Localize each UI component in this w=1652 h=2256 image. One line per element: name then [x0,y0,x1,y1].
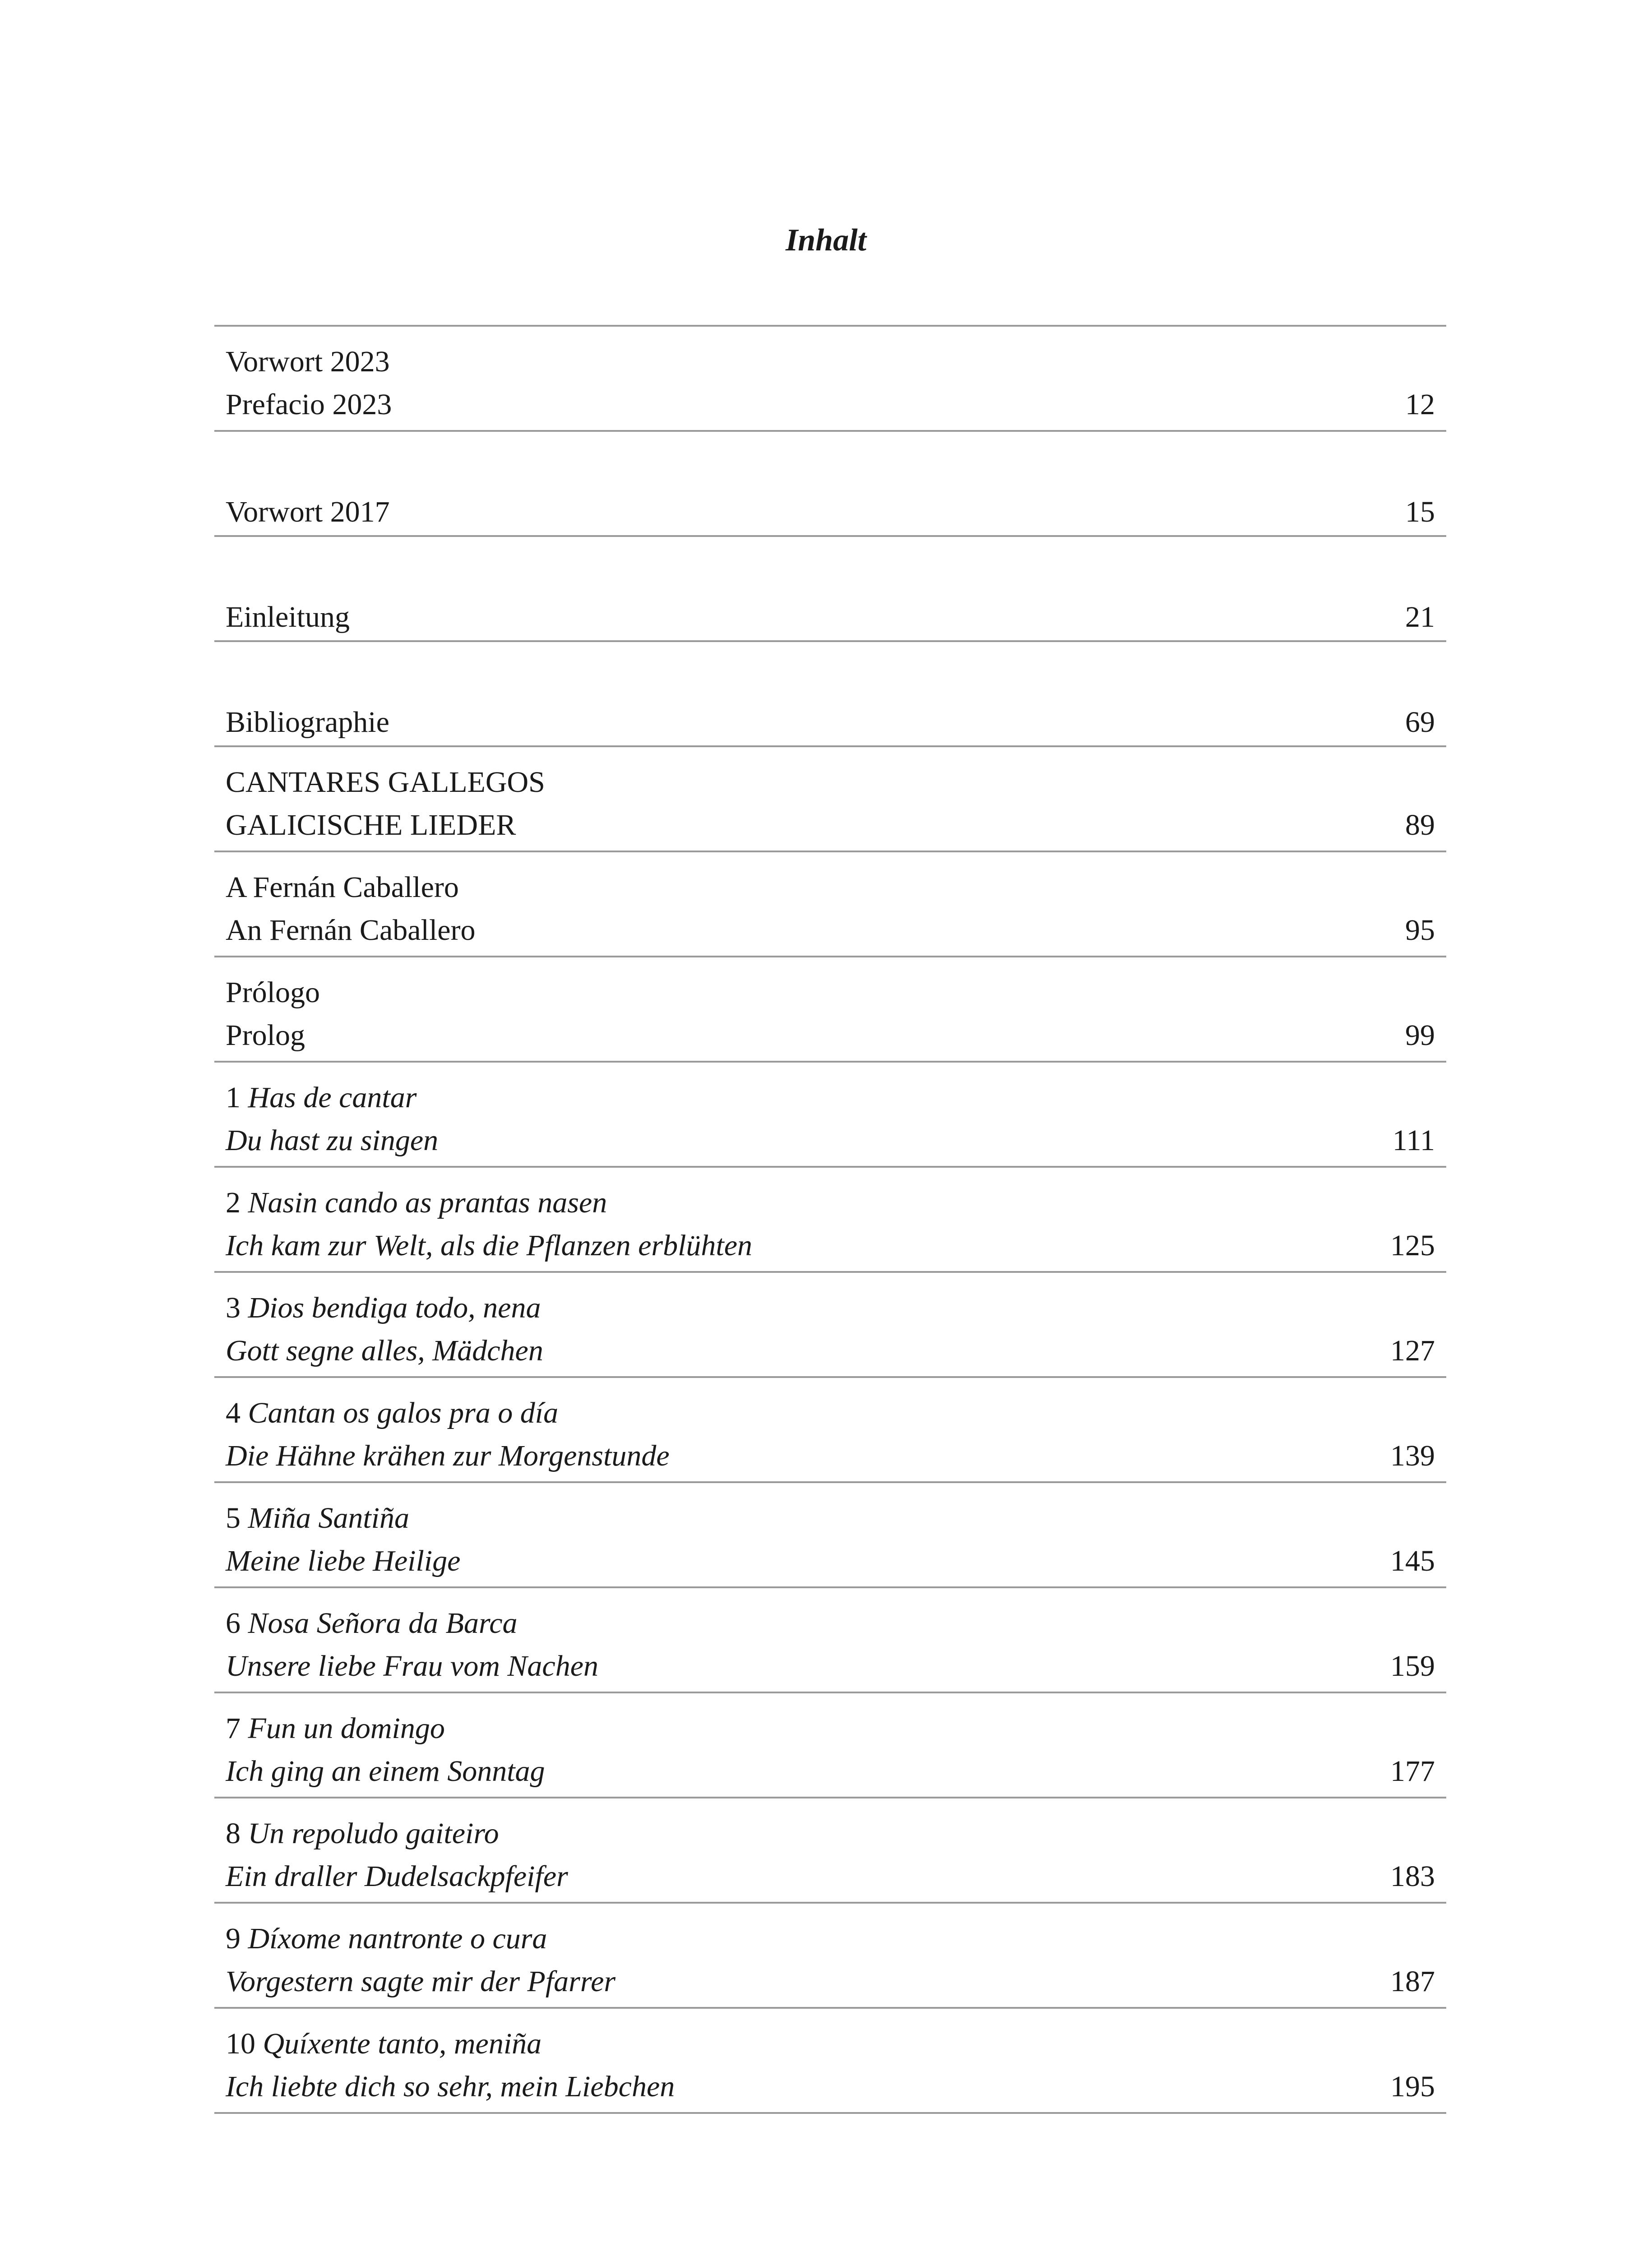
toc-entry-page-number: 127 [1390,1334,1435,1367]
toc-entry-translated-title: Ich ging an einem Sonntag [226,1755,545,1788]
toc-entry-original-title: Vorwort 2023 [226,345,390,378]
toc-entry [214,327,1446,432]
toc-entry-title [226,866,459,909]
toc-entry-page-number: 183 [1390,1860,1435,1893]
toc-entry [214,1904,1446,2009]
toc-entry [214,1273,1446,1378]
toc-entry-page-number: 111 [1392,1124,1435,1157]
toc-entry-original-title: Dios bendiga todo, nena [248,1291,541,1324]
toc-entry-translated-title: Einleitung [226,601,350,633]
toc-entry-number: 2 [226,1186,241,1219]
toc-entry [214,852,1446,957]
toc-entry-original-title: CANTARES GALLEGOS [226,766,545,799]
toc-entry-page-number: 89 [1405,809,1435,841]
toc-entry [214,957,1446,1063]
toc-entry-title [226,971,320,1014]
toc-entry-translated-title: Die Hähne krähen zur Morgenstunde [226,1439,670,1472]
toc-entry-page-number: 21 [1405,601,1435,633]
toc-entry-page-number: 69 [1405,706,1435,739]
toc-entry-translated-title: Du hast zu singen [226,1124,439,1157]
toc-entry-translated-title: Vorwort 2017 [226,495,390,528]
toc-entry [214,1483,1446,1588]
toc-entry-number: 6 [226,1607,241,1640]
toc-entry-translated-title: Prefacio 2023 [226,388,392,421]
toc-entry-translated-title: GALICISCHE LIEDER [226,809,516,841]
toc-entry-original-title: Nosa Señora da Barca [248,1607,518,1640]
toc-entry-original-title: Díxome nantronte o cura [248,1922,547,1955]
toc-entry-page-number: 195 [1390,2070,1435,2103]
toc-entry-title [226,1392,558,1434]
toc-entry-original-title: Un repoludo gaiteiro [248,1817,499,1850]
toc-entry [214,1588,1446,1693]
toc-entry-page-number: 177 [1390,1755,1435,1788]
toc-entry [214,1378,1446,1483]
toc-entry-title [226,761,545,804]
toc-entry-number: 10 [226,2027,255,2060]
toc-entry-title [226,1286,541,1329]
toc-entry-original-title: Prólogo [226,976,320,1009]
toc-entry [214,1693,1446,1798]
toc-entry-translated-title: Meine liebe Heilige [226,1544,461,1577]
toc-entry-number: 5 [226,1502,241,1535]
toc-entry [214,747,1446,852]
toc-entry-original-title: Nasin cando as prantas nasen [248,1186,607,1219]
toc-entry [214,537,1446,642]
toc-entry-original-title: Fun un domingo [248,1712,445,1745]
page-title: Inhalt [786,223,866,258]
toc-entry-page-number: 159 [1390,1650,1435,1683]
toc-entry-number: 8 [226,1817,241,1850]
toc-entry-page-number: 139 [1390,1439,1435,1472]
toc-entry-title [226,1707,445,1750]
toc-entry-number: 7 [226,1712,241,1745]
toc-entry-page-number: 12 [1405,388,1435,421]
toc-entry [214,2009,1446,2114]
toc-entry-title [226,2022,541,2065]
table-of-contents [214,325,1446,2114]
toc-entry [214,642,1446,747]
toc-entry-translated-title: Unsere liebe Frau vom Nachen [226,1650,598,1683]
toc-entry-original-title: A Fernán Caballero [226,871,459,904]
toc-entry-number: 9 [226,1922,241,1955]
toc-entry-original-title: Quíxente tanto, meniña [263,2027,542,2060]
toc-entry [214,1168,1446,1273]
toc-entry-translated-title: Ich kam zur Welt, als die Pflanzen erblühten [226,1229,753,1262]
toc-entry-page-number: 99 [1405,1019,1435,1052]
toc-entry-translated-title: Ich liebte dich so sehr, mein Liebchen [226,2070,675,2103]
toc-entry-page-number: 187 [1390,1965,1435,1998]
toc-entry-title [226,1076,416,1119]
toc-entry-translated-title: Ein draller Dudelsackpfeifer [226,1860,568,1893]
toc-entry-translated-title: An Fernán Caballero [226,914,476,947]
toc-entry-page-number: 95 [1405,914,1435,947]
toc-entry-title [226,1812,499,1855]
toc-entry-number: 1 [226,1081,241,1114]
toc-entry-title [226,340,390,383]
toc-entry-title [226,1917,547,1960]
toc-entry-number: 3 [226,1291,241,1324]
toc-entry-title [226,1497,409,1539]
toc-entry-translated-title: Prolog [226,1019,305,1052]
toc-entry-page-number: 15 [1405,495,1435,528]
toc-entry-page-number: 125 [1390,1229,1435,1262]
toc-entry-number: 4 [226,1396,241,1429]
toc-entry-original-title: Cantan os galos pra o día [248,1396,559,1429]
toc-entry [214,1798,1446,1904]
toc-entry-original-title: Has de cantar [248,1081,417,1114]
toc-entry-translated-title: Vorgestern sagte mir der Pfarrer [226,1965,616,1998]
toc-entry [214,432,1446,537]
toc-entry [214,1063,1446,1168]
toc-entry-title [226,1602,518,1645]
toc-entry-original-title: Miña Santiña [248,1502,409,1535]
toc-entry-title [226,1181,607,1224]
toc-entry-translated-title: Gott segne alles, Mädchen [226,1334,543,1367]
toc-entry-page-number: 145 [1390,1544,1435,1577]
toc-entry-translated-title: Bibliographie [226,706,389,739]
